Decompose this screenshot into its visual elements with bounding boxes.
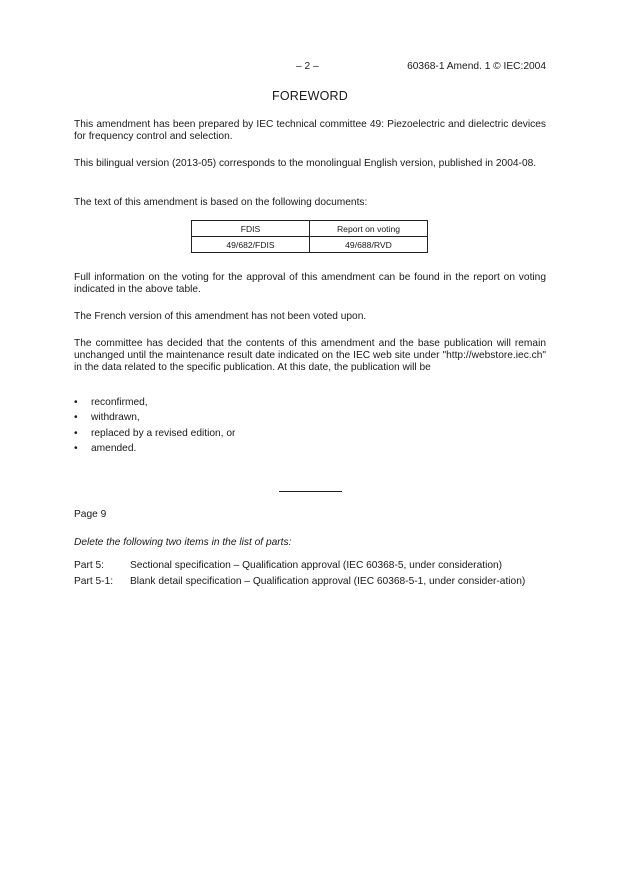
page-header xyxy=(0,61,620,75)
paragraph-maintenance: The committee has decided that the contents of this amendment and the base publication will remain unchanged until the maintenance result date indicated on the IEC web site under "http://webstore.iec.ch" in the data related to the specific publication. At this date, the publication will be xyxy=(74,338,546,374)
list-item-text: reconfirmed, xyxy=(91,397,148,408)
table-cell: 49/682/FDIS xyxy=(192,237,310,253)
bullet-icon: • xyxy=(74,412,78,424)
list-item-text: withdrawn, xyxy=(91,412,140,424)
list-item-text: replaced by a revised edition, or xyxy=(91,427,236,439)
part-text: Sectional specification – Qualification approval (IEC 60368-5, under consideration) xyxy=(130,560,503,571)
bullet-icon: • xyxy=(74,442,78,454)
part-label: Part 5: xyxy=(74,560,105,571)
table-header-row xyxy=(192,221,428,237)
paragraph-based-on: The text of this amendment is based on the following documents: xyxy=(74,197,368,208)
table-header-cell: FDIS xyxy=(192,221,310,237)
documents-table xyxy=(191,220,428,253)
table-cell: 49/688/RVD xyxy=(310,237,428,253)
document-reference: 60368-1 Amend. 1 © IEC:2004 xyxy=(407,61,546,72)
paragraph-french-version: The French version of this amendment has not been voted upon. xyxy=(74,311,367,322)
page-number: – 2 – xyxy=(296,61,319,72)
section-divider xyxy=(279,491,342,492)
paragraph-bilingual: This bilingual version (2013-05) corresponds to the monolingual English version, published in 2004-08. xyxy=(74,158,537,169)
bullet-icon: • xyxy=(74,427,78,439)
page-reference: Page 9 xyxy=(74,509,107,520)
list-item-text: amended. xyxy=(91,442,137,454)
list-item xyxy=(74,443,235,458)
table-header-cell: Report on voting xyxy=(310,221,428,237)
list-item xyxy=(74,397,235,412)
section-title: FOREWORD xyxy=(272,89,348,103)
list-item xyxy=(74,412,235,427)
part-label: Part 5-1: xyxy=(74,576,114,587)
paragraph-voting-info: Full information on the voting for the approval of this amendment can be found in the report on voting indicated in the above table. xyxy=(74,272,546,296)
list-item xyxy=(74,428,235,443)
paragraph-committee: This amendment has been prepared by IEC technical committee 49: Piezoelectric and dielectric devices for frequency control and selection. xyxy=(74,119,546,143)
part-text: Blank detail specification – Qualification approval (IEC 60368-5-1, under consider-ation) xyxy=(130,576,526,587)
bullet-icon: • xyxy=(74,397,78,408)
bullet-list xyxy=(74,397,235,458)
instruction-text: Delete the following two items in the list of parts: xyxy=(74,537,292,548)
table-row xyxy=(192,237,428,253)
